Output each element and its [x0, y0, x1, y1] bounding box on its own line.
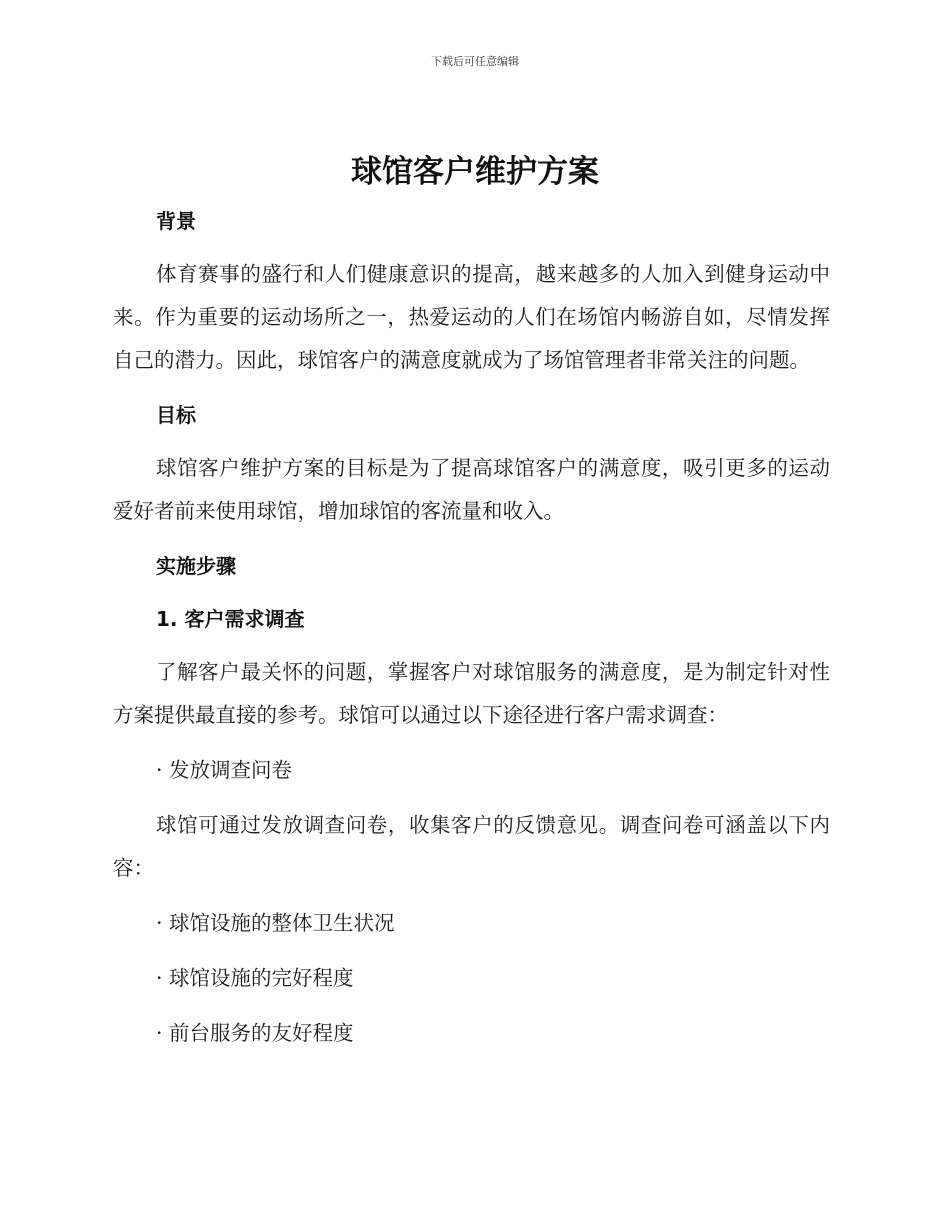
section-heading-goal: 目标	[156, 403, 196, 427]
list-item-front-desk: · 前台服务的友好程度	[156, 1021, 354, 1045]
list-item-facility-condition: · 球馆设施的完好程度	[156, 966, 354, 990]
list-item-questionnaire: · 发放调查问卷	[156, 758, 293, 782]
list-item-hygiene: · 球馆设施的整体卫生状况	[156, 911, 395, 935]
document-title: 球馆客户维护方案	[351, 154, 599, 190]
survey-paragraph: 了解客户最关怀的问题，掌握客户对球馆服务的满意度，是为制定针对性方案提供最直接的参考。球馆可以通过以下途径进行客户需求调查：	[113, 660, 830, 727]
section-heading-steps: 实施步骤	[156, 554, 236, 578]
header-note: 下载后可任意编辑	[431, 55, 519, 68]
questionnaire-paragraph: 球馆可通过发放调查问卷，收集客户的反馈意见。调查问卷可涵盖以下内容：	[113, 813, 830, 880]
document-body	[113, 200, 830, 1055]
step-heading-customer-survey: 1. 客户需求调查	[156, 607, 305, 631]
goal-paragraph: 球馆客户维护方案的目标是为了提高球馆客户的满意度，吸引更多的运动爱好者前来使用球馆，增加球馆的客流量和收入。	[113, 456, 830, 523]
section-heading-background: 背景	[156, 209, 196, 233]
background-paragraph: 体育赛事的盛行和人们健康意识的提高，越来越多的人加入到健身运动中来。作为重要的运动场所之一，热爱运动的人们在场馆内畅游自如，尽情发挥自己的潜力。因此，球馆客户的满意度就成为了场馆管理者非常关注的问题。	[113, 262, 830, 372]
